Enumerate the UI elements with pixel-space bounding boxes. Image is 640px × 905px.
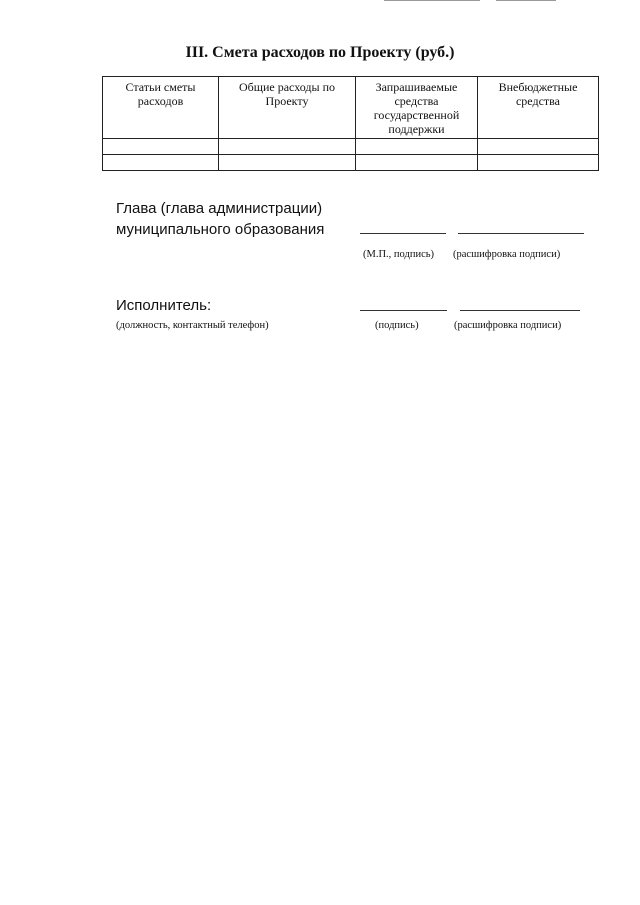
header-extrabudgetary: Внебюджетные средства: [478, 77, 599, 139]
head-label-line2: муниципального образования: [116, 221, 325, 238]
scan-edge-mark: [384, 0, 480, 1]
table-cell[interactable]: [478, 155, 599, 171]
head-label-line1: Глава (глава администрации): [116, 200, 323, 217]
executor-signature-line[interactable]: [360, 310, 447, 311]
table-cell[interactable]: [103, 139, 219, 155]
table-cell[interactable]: [356, 139, 478, 155]
head-decoding-caption: (расшифровка подписи): [453, 249, 561, 260]
table-cell[interactable]: [219, 155, 356, 171]
executor-position-caption: (должность, контактный телефон): [116, 320, 269, 331]
executor-label: Исполнитель:: [116, 297, 212, 314]
head-decoding-line[interactable]: [458, 233, 584, 234]
table-cell[interactable]: [219, 139, 356, 155]
executor-signature-caption: (подпись): [375, 320, 419, 331]
executor-decoding-line[interactable]: [460, 310, 580, 311]
header-total-expenses: Общие расходы по Проекту: [219, 77, 356, 139]
table-row: [103, 155, 599, 171]
table-cell[interactable]: [478, 139, 599, 155]
budget-table: [102, 76, 599, 171]
header-expense-items: Статьи сметы расходов: [103, 77, 219, 139]
table-cell[interactable]: [356, 155, 478, 171]
head-signature-line[interactable]: [360, 233, 446, 234]
document-title: III. Смета расходов по Проекту (руб.): [185, 44, 455, 61]
scan-edge-mark: [496, 0, 556, 1]
table-cell[interactable]: [103, 155, 219, 171]
table-header-row: [103, 77, 599, 139]
head-signature-caption: (М.П., подпись): [363, 249, 435, 260]
head-signature-label: [116, 198, 324, 240]
executor-decoding-caption: (расшифровка подписи): [454, 320, 562, 331]
header-state-support: Запрашиваемые средства государственной поддержки: [356, 77, 478, 139]
table-row: [103, 139, 599, 155]
